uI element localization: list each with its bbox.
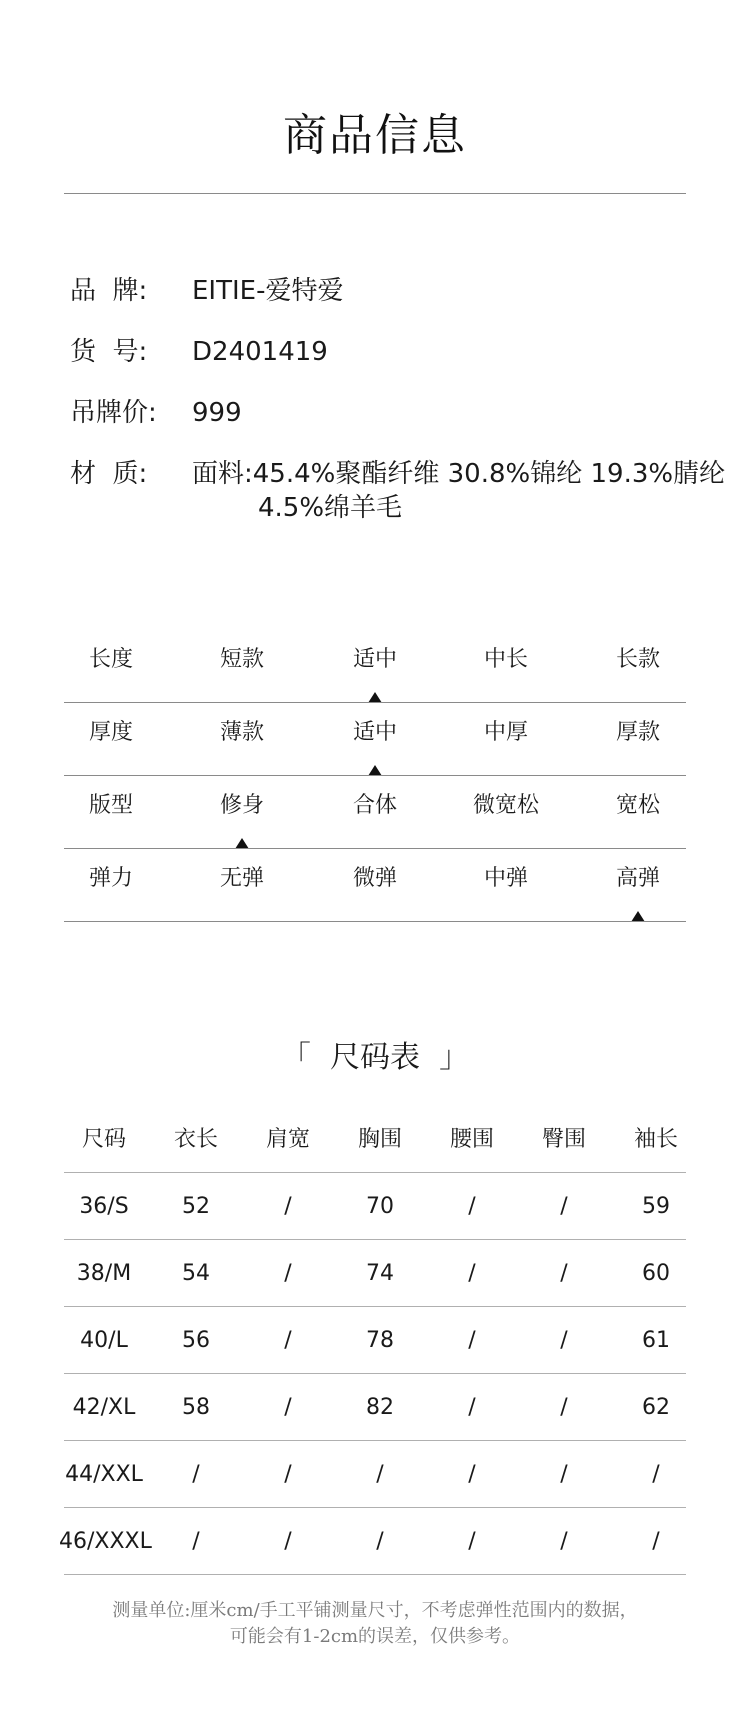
table-cell: 58 — [182, 1395, 210, 1420]
table-header-cell: 胸围 — [357, 1127, 402, 1152]
table-cell: / — [284, 1328, 292, 1353]
measurement-note-line2: 可能会有1-2cm的误差，仅供参考。 — [229, 1626, 521, 1647]
table-cell: / — [652, 1529, 660, 1554]
table-cell: 46/XXXL — [59, 1529, 152, 1554]
table-cell: 60 — [642, 1261, 670, 1286]
attr-option: 中厚 — [483, 720, 528, 745]
table-cell: / — [284, 1261, 292, 1286]
attr-option: 无弹 — [219, 866, 264, 891]
table-cell: 36/S — [79, 1194, 129, 1219]
table-cell: / — [468, 1529, 476, 1554]
table-cell: / — [284, 1395, 292, 1420]
sku-label: 货 号: — [70, 337, 148, 367]
sku-value: D2401419 — [192, 337, 328, 367]
table-cell: 42/XL — [72, 1395, 136, 1420]
material-label: 材 质: — [70, 459, 148, 489]
table-cell: / — [284, 1462, 292, 1487]
attr-name: 弹力 — [88, 866, 133, 891]
table-header-cell: 腰围 — [449, 1127, 494, 1152]
table-cell: / — [652, 1462, 660, 1487]
attr-option: 修身 — [219, 793, 264, 818]
table-cell: / — [192, 1462, 200, 1487]
brand-value: EITIE-爱特爱 — [192, 276, 344, 306]
table-cell: / — [192, 1529, 200, 1554]
table-header-cell: 袖长 — [633, 1127, 678, 1152]
attr-option: 适中 — [352, 720, 397, 745]
attr-name: 版型 — [88, 793, 133, 818]
table-cell: 78 — [366, 1328, 394, 1353]
table-cell: / — [468, 1328, 476, 1353]
table-header-cell: 衣长 — [173, 1127, 218, 1152]
attr-option: 适中 — [352, 647, 397, 672]
table-cell: / — [468, 1194, 476, 1219]
table-row — [64, 1441, 686, 1508]
table-header-cell: 臀围 — [541, 1127, 586, 1152]
attr-option: 薄款 — [219, 720, 264, 745]
table-cell: / — [560, 1529, 568, 1554]
page-title: 商品信息 — [283, 110, 467, 161]
attr-option: 高弹 — [615, 866, 660, 891]
table-row — [59, 1508, 686, 1575]
attr-option: 长款 — [615, 647, 660, 672]
table-cell: / — [284, 1194, 292, 1219]
table-cell: 38/M — [76, 1261, 132, 1286]
table-cell: 44/XXL — [65, 1462, 143, 1487]
attr-option: 微宽松 — [472, 793, 539, 818]
table-cell: / — [560, 1395, 568, 1420]
attr-name: 厚度 — [88, 720, 133, 745]
table-cell: / — [376, 1529, 384, 1554]
table-row — [64, 1374, 686, 1441]
table-row — [64, 1307, 686, 1374]
table-cell: / — [468, 1395, 476, 1420]
attr-row-elasticity — [64, 849, 686, 922]
table-cell: / — [468, 1462, 476, 1487]
material-value: 面料:45.4%聚酯纤维 30.8%锦纶 19.3%腈纶 — [192, 459, 726, 489]
table-cell: 59 — [642, 1194, 670, 1219]
table-cell: / — [468, 1261, 476, 1286]
attr-option: 中弹 — [483, 866, 528, 891]
table-cell: 74 — [366, 1261, 394, 1286]
table-cell: / — [560, 1328, 568, 1353]
brand-label: 品 牌: — [70, 276, 148, 306]
attr-option: 宽松 — [615, 793, 660, 818]
attr-name: 长度 — [88, 647, 133, 672]
table-cell: 56 — [182, 1328, 210, 1353]
table-header-row — [64, 1106, 686, 1173]
size-table-title: 「 尺码表 」 — [280, 1040, 470, 1075]
attr-divider — [64, 921, 686, 922]
attr-option: 合体 — [352, 793, 397, 818]
attr-option: 厚款 — [615, 720, 660, 745]
table-cell: 62 — [642, 1395, 670, 1420]
table-header-cell: 肩宽 — [265, 1127, 310, 1152]
attr-option: 中长 — [483, 647, 528, 672]
table-row — [64, 1173, 686, 1240]
title-divider — [64, 193, 686, 194]
price-label: 吊牌价: — [70, 398, 157, 428]
table-divider — [64, 1574, 686, 1575]
table-cell: / — [376, 1462, 384, 1487]
table-cell: 61 — [642, 1328, 670, 1353]
price-value: 999 — [192, 398, 242, 428]
attr-row-thickness — [64, 703, 686, 776]
attr-row-fit — [64, 776, 686, 849]
attr-row-length — [64, 630, 686, 703]
material-value-continued: 4.5%绵羊毛 — [258, 493, 403, 523]
table-cell: 52 — [182, 1194, 210, 1219]
table-row — [64, 1240, 686, 1307]
table-cell: 40/L — [80, 1328, 128, 1353]
table-cell: / — [560, 1462, 568, 1487]
attr-option: 短款 — [219, 647, 264, 672]
table-cell: / — [560, 1261, 568, 1286]
table-cell: 70 — [366, 1194, 394, 1219]
table-cell: / — [560, 1194, 568, 1219]
table-cell: / — [284, 1529, 292, 1554]
table-header-cell: 尺码 — [81, 1127, 126, 1152]
measurement-note-line1: 测量单位:厘米cm/手工平铺测量尺寸，不考虑弹性范围内的数据， — [112, 1600, 638, 1621]
table-cell: 82 — [366, 1395, 394, 1420]
attr-option: 微弹 — [352, 866, 397, 891]
table-cell: 54 — [182, 1261, 210, 1286]
